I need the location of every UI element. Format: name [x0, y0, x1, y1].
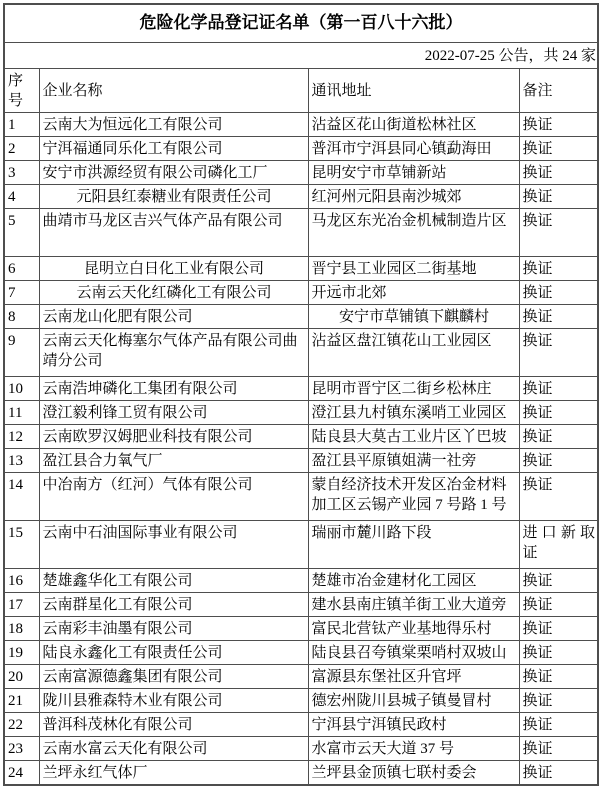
row-no-cell: 21 — [4, 688, 39, 712]
remark-cell: 换证 — [519, 400, 598, 424]
company-name-cell: 云南浩坤磷化工集团有限公司 — [39, 376, 308, 400]
table-row — [4, 664, 598, 688]
row-no-cell: 19 — [4, 640, 39, 664]
address-cell: 瑞丽市麓川路下段 — [308, 520, 519, 568]
table-row — [4, 568, 598, 592]
address-cell: 陆良县召夸镇棠栗哨村双坡山 — [308, 640, 519, 664]
row-no-cell: 22 — [4, 712, 39, 736]
row-no-cell: 15 — [4, 520, 39, 568]
address-cell: 晋宁县工业园区二街基地 — [308, 256, 519, 280]
address-cell: 兰坪县金顶镇七联村委会 — [308, 760, 519, 785]
table-row — [4, 424, 598, 448]
table-row — [4, 328, 598, 376]
row-no-cell: 23 — [4, 736, 39, 760]
remark-cell: 换证 — [519, 448, 598, 472]
table-row — [4, 184, 598, 208]
table-row — [4, 520, 598, 568]
table-row — [4, 448, 598, 472]
table-row — [4, 712, 598, 736]
company-name-cell: 云南欧罗汉姆肥业科技有限公司 — [39, 424, 308, 448]
company-name-cell: 普洱科茂林化有限公司 — [39, 712, 308, 736]
table-row — [4, 256, 598, 280]
company-name-cell: 澄江毅利锋工贸有限公司 — [39, 400, 308, 424]
company-name-cell: 昆明立白日化工业有限公司 — [39, 256, 308, 280]
company-name-cell: 云南彩丰油墨有限公司 — [39, 616, 308, 640]
remark-cell: 换证 — [519, 184, 598, 208]
remark-cell: 换证 — [519, 280, 598, 304]
row-no-cell: 17 — [4, 592, 39, 616]
table-row — [4, 760, 598, 785]
table-row — [4, 376, 598, 400]
address-cell: 昆明市晋宁区二街乡松林庄 — [308, 376, 519, 400]
row-no-cell: 11 — [4, 400, 39, 424]
remark-cell: 换证 — [519, 160, 598, 184]
table-row — [4, 160, 598, 184]
row-no-cell: 10 — [4, 376, 39, 400]
column-header-address: 通讯地址 — [308, 68, 519, 112]
row-no-cell: 8 — [4, 304, 39, 328]
address-cell: 盈江县平原镇姐满一社旁 — [308, 448, 519, 472]
remark-cell: 换证 — [519, 424, 598, 448]
notice-text: 2022-07-25 公告，共 24 家 — [4, 42, 598, 68]
table-row — [4, 400, 598, 424]
company-name-cell: 云南云天化梅塞尔气体产品有限公司曲靖分公司 — [39, 328, 308, 376]
table-row — [4, 304, 598, 328]
remark-cell: 换证 — [519, 616, 598, 640]
address-cell: 澄江县九村镇东溪哨工业园区 — [308, 400, 519, 424]
table-row — [4, 208, 598, 256]
table-row — [4, 136, 598, 160]
table-body — [4, 112, 598, 785]
row-no-cell: 16 — [4, 568, 39, 592]
remark-cell: 换证 — [519, 592, 598, 616]
address-cell: 普洱市宁洱县同心镇勐海田 — [308, 136, 519, 160]
company-name-cell: 云南大为恒远化工有限公司 — [39, 112, 308, 136]
table-row — [4, 280, 598, 304]
remark-cell: 换证 — [519, 736, 598, 760]
company-name-cell: 楚雄鑫华化工有限公司 — [39, 568, 308, 592]
company-name-cell: 元阳县红泰糖业有限责任公司 — [39, 184, 308, 208]
company-name-cell: 兰坪永红气体厂 — [39, 760, 308, 785]
table-row — [4, 640, 598, 664]
table-row — [4, 112, 598, 136]
registration-table — [3, 3, 599, 786]
remark-cell: 换证 — [519, 376, 598, 400]
company-name-cell: 云南云天化红磷化工有限公司 — [39, 280, 308, 304]
address-cell: 水富市云天大道 37 号 — [308, 736, 519, 760]
remark-cell: 换证 — [519, 568, 598, 592]
company-name-cell: 云南龙山化肥有限公司 — [39, 304, 308, 328]
remark-cell: 换证 — [519, 664, 598, 688]
address-cell: 蒙自经济技术开发区冶金材料加工区云锡产业园 7 号路 1 号 — [308, 472, 519, 520]
row-no-cell: 18 — [4, 616, 39, 640]
address-cell: 沾益区盘江镇花山工业园区 — [308, 328, 519, 376]
remark-cell: 换证 — [519, 208, 598, 256]
title-row — [4, 4, 598, 42]
remark-cell: 换证 — [519, 760, 598, 785]
remark-cell: 换证 — [519, 640, 598, 664]
notice-row — [4, 42, 598, 68]
remark-cell: 换证 — [519, 304, 598, 328]
address-cell: 沾益区花山街道松林社区 — [308, 112, 519, 136]
row-no-cell: 4 — [4, 184, 39, 208]
remark-cell: 换证 — [519, 136, 598, 160]
table-row — [4, 592, 598, 616]
column-header-no: 序号 — [4, 68, 39, 112]
table-row — [4, 616, 598, 640]
remark-cell: 换证 — [519, 328, 598, 376]
company-name-cell: 云南群星化工有限公司 — [39, 592, 308, 616]
remark-cell: 换证 — [519, 688, 598, 712]
company-name-cell: 曲靖市马龙区吉兴气体产品有限公司 — [39, 208, 308, 256]
row-no-cell: 9 — [4, 328, 39, 376]
address-cell: 开远市北郊 — [308, 280, 519, 304]
company-name-cell: 云南水富云天化有限公司 — [39, 736, 308, 760]
row-no-cell: 12 — [4, 424, 39, 448]
row-no-cell: 7 — [4, 280, 39, 304]
address-cell: 昆明安宁市草铺新站 — [308, 160, 519, 184]
row-no-cell: 1 — [4, 112, 39, 136]
remark-cell: 换证 — [519, 472, 598, 520]
company-name-cell: 盈江县合力氧气厂 — [39, 448, 308, 472]
address-cell: 德宏州陇川县城子镇曼冒村 — [308, 688, 519, 712]
remark-cell: 进口新取证 — [519, 520, 598, 568]
row-no-cell: 24 — [4, 760, 39, 785]
remark-cell: 换证 — [519, 712, 598, 736]
column-header-company-name: 企业名称 — [39, 68, 308, 112]
address-cell: 楚雄市冶金建材化工园区 — [308, 568, 519, 592]
table-header-row — [4, 68, 598, 112]
row-no-cell: 13 — [4, 448, 39, 472]
row-no-cell: 6 — [4, 256, 39, 280]
address-cell: 建水县南庄镇羊街工业大道旁 — [308, 592, 519, 616]
company-name-cell: 陆良永鑫化工有限责任公司 — [39, 640, 308, 664]
address-cell: 陆良县大莫古工业片区丫巴坡 — [308, 424, 519, 448]
row-no-cell: 20 — [4, 664, 39, 688]
remark-cell: 换证 — [519, 256, 598, 280]
table-row — [4, 688, 598, 712]
address-cell: 宁洱县宁洱镇民政村 — [308, 712, 519, 736]
page-title: 危险化学品登记证名单（第一百八十六批） — [4, 4, 598, 42]
address-cell: 富民北营钛产业基地得乐村 — [308, 616, 519, 640]
column-header-remark: 备注 — [519, 68, 598, 112]
row-no-cell: 3 — [4, 160, 39, 184]
company-name-cell: 中冶南方（红河）气体有限公司 — [39, 472, 308, 520]
company-name-cell: 安宁市洪源经贸有限公司磷化工厂 — [39, 160, 308, 184]
address-cell: 富源县东堡社区升官坪 — [308, 664, 519, 688]
address-cell: 马龙区东光冶金机械制造片区 — [308, 208, 519, 256]
company-name-cell: 云南中石油国际事业有限公司 — [39, 520, 308, 568]
address-cell: 安宁市草铺镇下麒麟村 — [308, 304, 519, 328]
address-cell: 红河州元阳县南沙城郊 — [308, 184, 519, 208]
table-row — [4, 736, 598, 760]
company-name-cell: 陇川县雅森特木业有限公司 — [39, 688, 308, 712]
remark-cell: 换证 — [519, 112, 598, 136]
row-no-cell: 5 — [4, 208, 39, 256]
company-name-cell: 宁洱福通同乐化工有限公司 — [39, 136, 308, 160]
row-no-cell: 2 — [4, 136, 39, 160]
row-no-cell: 14 — [4, 472, 39, 520]
table-row — [4, 472, 598, 520]
company-name-cell: 云南富源德鑫集团有限公司 — [39, 664, 308, 688]
